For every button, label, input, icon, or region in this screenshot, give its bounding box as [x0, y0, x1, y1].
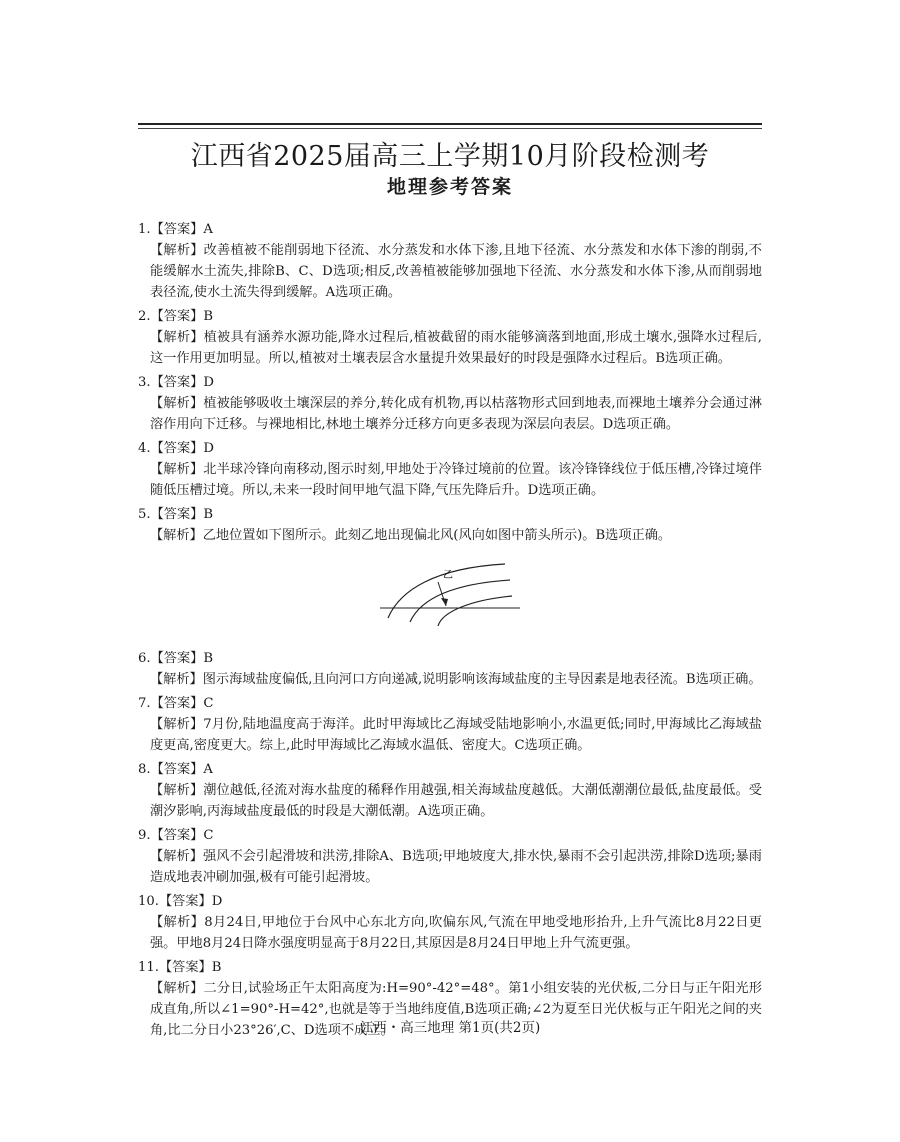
answer-line: 10.【答案】D	[138, 894, 223, 909]
wind-arrow-head	[441, 598, 448, 606]
explanation-text: 【解析】植被具有涵养水源功能,降水过程后,植被截留的雨水能够滴落到地面,形成土壤水,强降水过程后,这一作用更加明显。所以,植被对土壤表层含水量提升效果最好的时段是强降水过程后。B选项正确。	[150, 330, 762, 366]
question-3	[138, 372, 762, 435]
question-10	[138, 891, 762, 954]
question-9	[138, 825, 762, 888]
answer-line: 11.【答案】B	[138, 960, 222, 975]
answer-list	[138, 219, 762, 1044]
answer-line: 6.【答案】B	[138, 651, 214, 666]
answer-line: 4.【答案】D	[138, 441, 214, 456]
explanation-text: 【解析】植被能够吸收土壤深层的养分,转化成有机物,再以枯落物形式回到地表,而裸地土壤养分会通过淋溶作用向下迁移。与裸地相比,林地土壤养分迁移方向更多表现为深层向表层。D选项正确。	[150, 396, 762, 432]
explanation-text: 【解析】8月24日,甲地位于台风中心东北方向,吹偏东风,气流在甲地受地形抬升,上升气流比8月22日更强。甲地8月24日降水强度明显高于8月22日,其原因是8月24日甲地上升气流更强。	[150, 915, 762, 951]
figure-label-yi: 乙	[443, 570, 453, 581]
page-title: 江西省2025届高三上学期10月阶段检测考	[190, 141, 710, 172]
answer-line: 3.【答案】D	[138, 375, 214, 390]
question-7	[138, 693, 762, 756]
question-6	[138, 648, 762, 690]
page-footer: 江西・高三地理 第1页(共2页)	[359, 1020, 541, 1036]
cold-front-diagram	[380, 560, 520, 630]
question-5	[138, 504, 762, 645]
answer-line: 7.【答案】C	[138, 696, 214, 711]
explanation-text: 【解析】潮位越低,径流对海水盐度的稀释作用越强,相关海域盐度越低。大潮低潮潮位最低,盐度最低。受潮汐影响,丙海域盐度最低的时段是大潮低潮。A选项正确。	[150, 783, 762, 819]
front-curve-middle	[410, 580, 510, 622]
answer-line: 1.【答案】A	[138, 222, 213, 237]
explanation-text: 【解析】7月份,陆地温度高于海洋。此时甲海域比乙海域受陆地影响小,水温更低;同时,甲海域比乙海域盐度更高,密度更大。综上,此时甲海域比乙海域水温低、密度大。C选项正确。	[150, 717, 762, 753]
answer-line: 5.【答案】B	[138, 507, 214, 522]
explanation-text: 【解析】二分日,试验场正午太阳高度为:H=90°-42°=48°。第1小组安装的光伏板,二分日与正午阳光形成直角,所以∠1=90°-H=42°,也就是等于当地纬度值,B选项正确;∠2为夏至日光伏板与正午阳光之间的夹角,比二分日小23°26′,C、D选项不成立。	[150, 981, 762, 1038]
explanation-text: 【解析】改善植被不能削弱地下径流、水分蒸发和水体下渗,且地下径流、水分蒸发和水体下渗的削弱,不能缓解水土流失,排除B、C、D选项;相反,改善植被能够加强地下径流、水分蒸发和水体下渗,从而削弱地表径流,使水土流失得到缓解。A选项正确。	[150, 243, 762, 300]
answer-line: 2.【答案】B	[138, 309, 214, 324]
explanation-text: 【解析】乙地位置如下图所示。此刻乙地出现偏北风(风向如图中箭头所示)。B选项正确。	[150, 528, 672, 543]
page-subtitle: 地理参考答案	[386, 176, 513, 198]
header-rule-thick	[138, 123, 762, 125]
answer-line: 9.【答案】C	[138, 828, 214, 843]
question-8	[138, 759, 762, 822]
explanation-text: 【解析】图示海域盐度偏低,且向河口方向递减,说明影响该海域盐度的主导因素是地表径流。B选项正确。	[150, 672, 762, 687]
question-2	[138, 306, 762, 369]
front-curve-inner	[438, 596, 512, 626]
question-4	[138, 438, 762, 501]
header-rule-thin	[138, 128, 762, 129]
explanation-text: 【解析】强风不会引起滑坡和洪涝,排除A、B选项;甲地坡度大,排水快,暴雨不会引起洪涝,排除D选项;暴雨造成地表冲刷加强,极有可能引起滑坡。	[150, 849, 762, 885]
question-1	[138, 219, 762, 303]
explanation-text: 【解析】北半球冷锋向南移动,图示时刻,甲地处于冷锋过境前的位置。该冷锋锋线位于低压槽,冷锋过境伴随低压槽过境。所以,未来一段时间甲地气温下降,气压先降后升。D选项正确。	[150, 462, 762, 498]
answer-line: 8.【答案】A	[138, 762, 213, 777]
